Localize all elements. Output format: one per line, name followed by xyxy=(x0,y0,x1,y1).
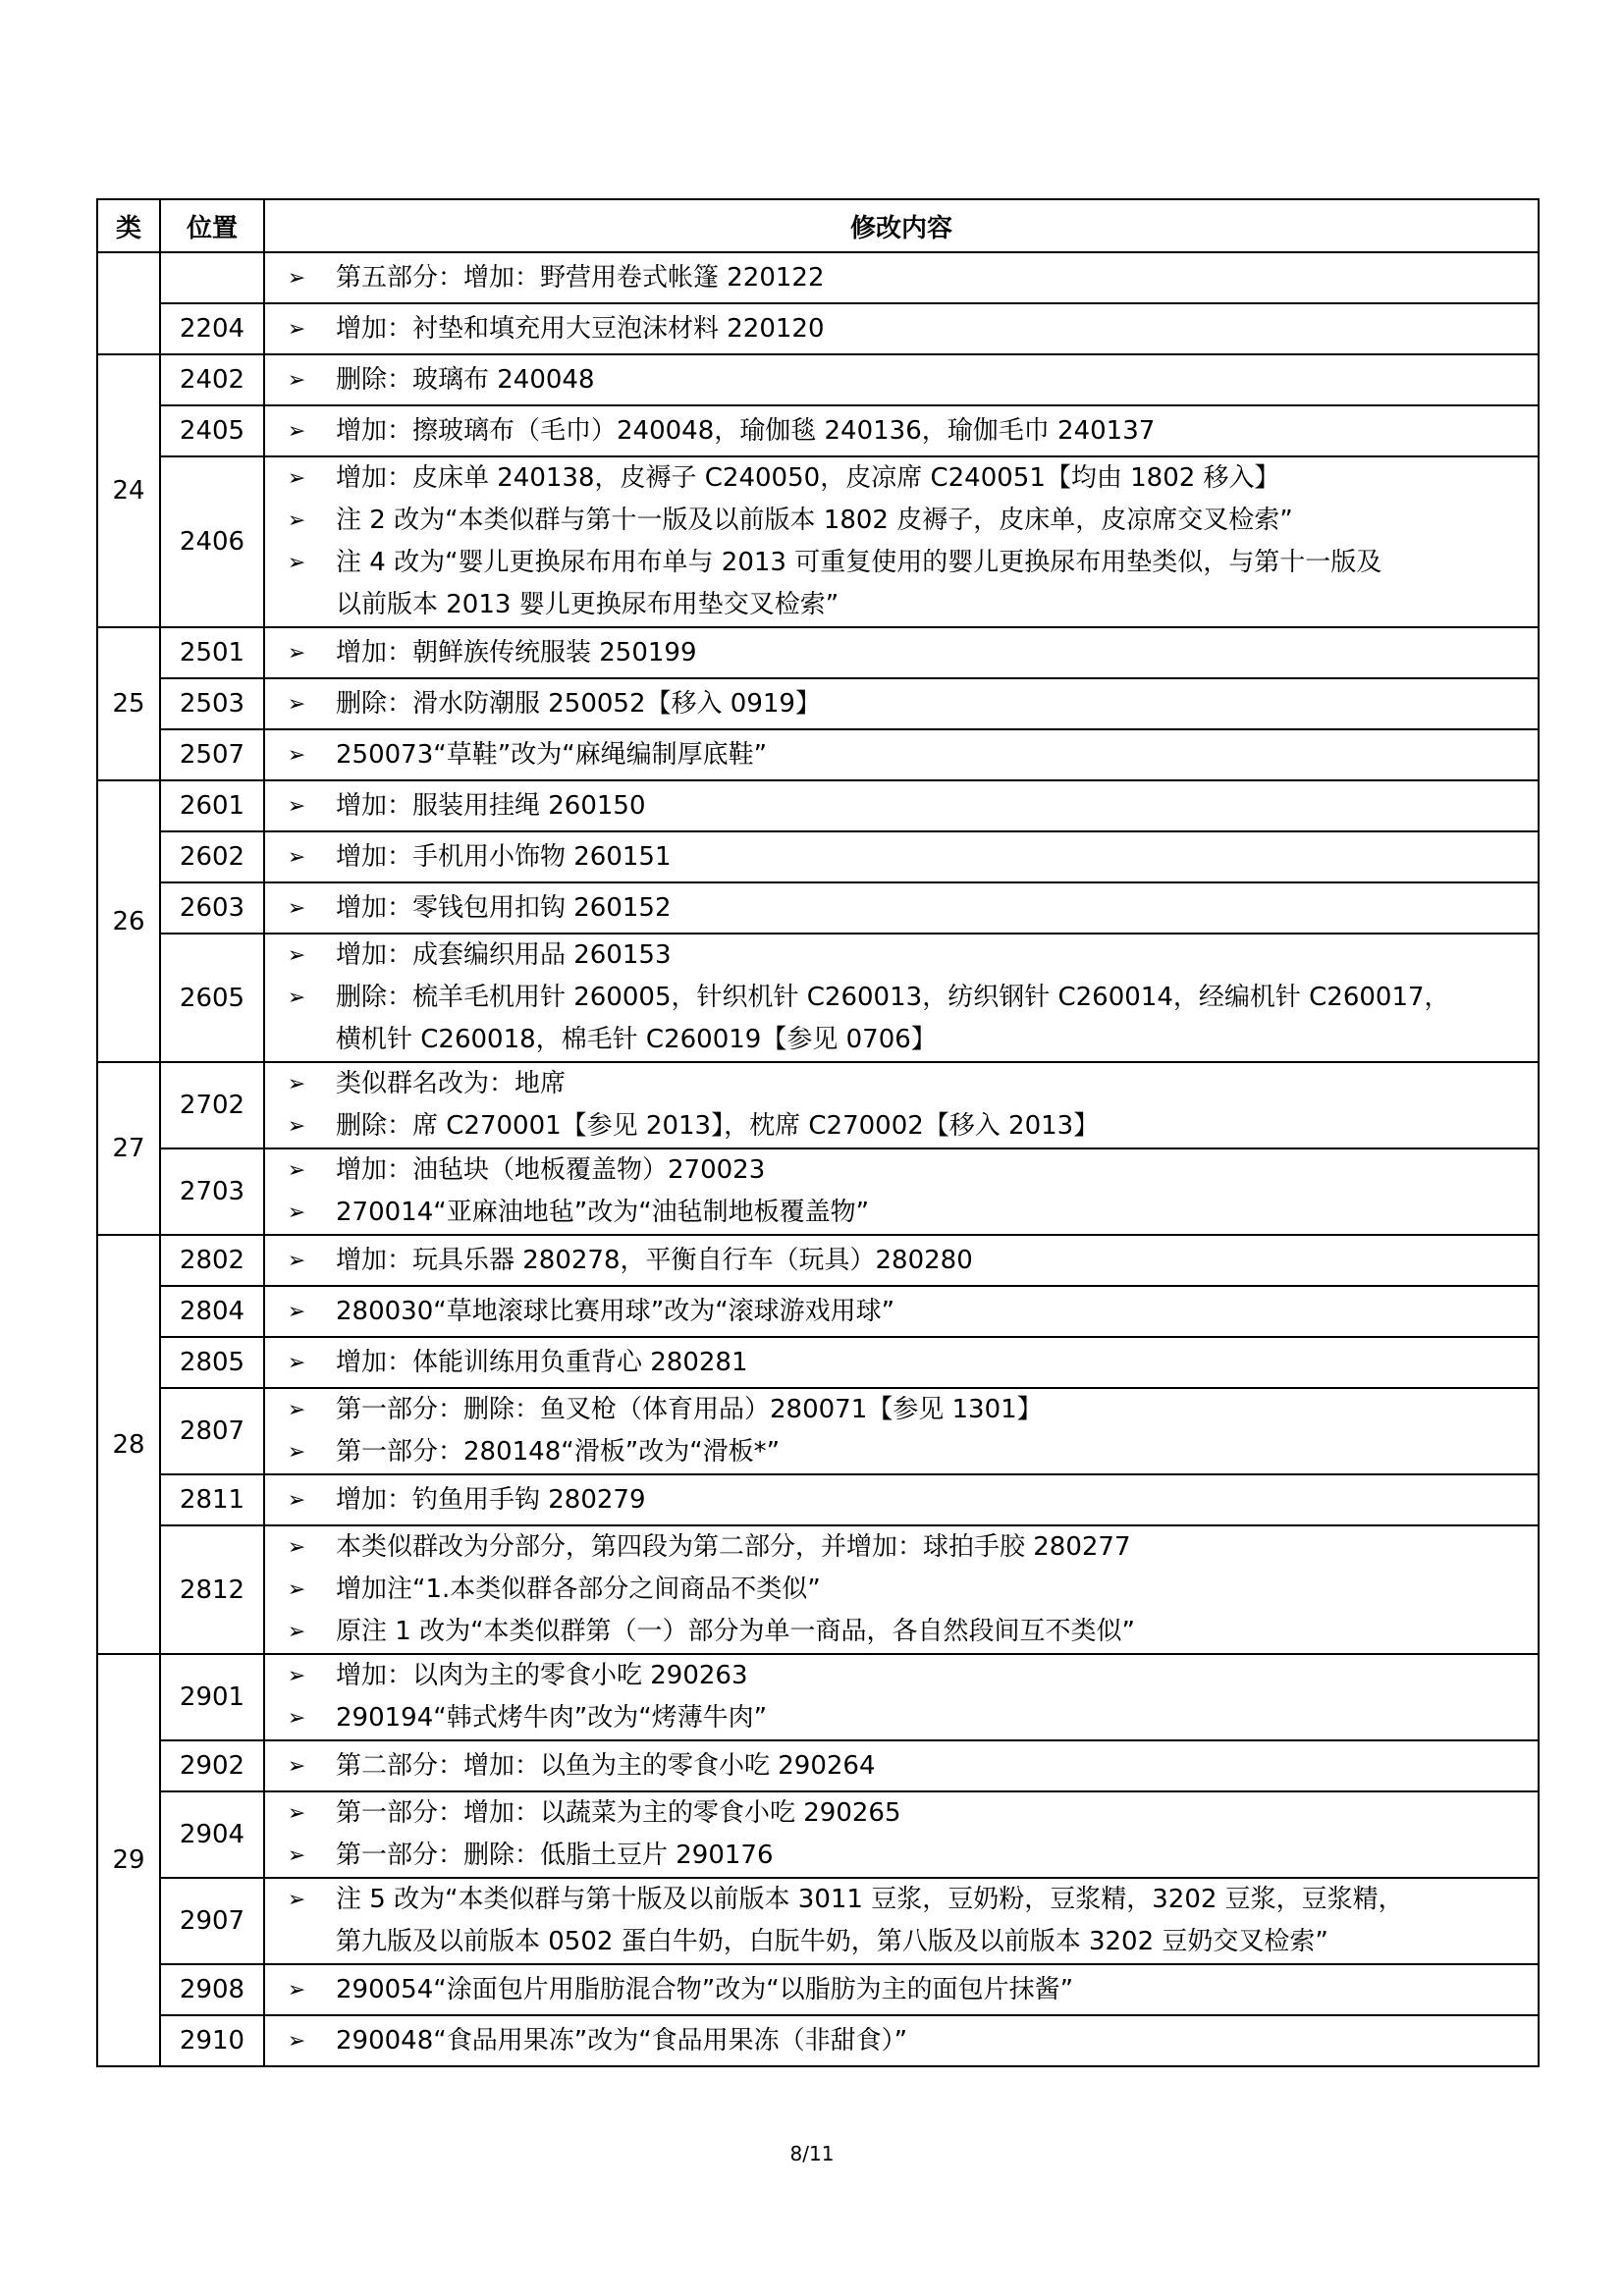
table-row xyxy=(97,934,1539,1062)
change-item xyxy=(265,887,1538,930)
change-item xyxy=(265,1342,1538,1384)
content-cell xyxy=(264,1286,1539,1337)
table-row xyxy=(97,252,1539,303)
arrowhead-bullet-icon: ➢ xyxy=(287,1801,306,1826)
position-cell: 2811 xyxy=(160,1474,264,1525)
change-item xyxy=(265,308,1538,350)
position-cell: 2901 xyxy=(160,1654,264,1740)
content-cell xyxy=(264,1878,1539,1964)
change-item-text: 280030“草地滚球比赛用球”改为“滚球游戏用球” xyxy=(336,1296,895,1326)
change-item-text: 注 2 改为“本类似群与第十一版及以前版本 1802 皮褥子，皮床单，皮凉席交叉检索” xyxy=(336,506,1293,535)
change-item-text: 以前版本 2013 婴儿更换尿布用垫交叉检索” xyxy=(336,590,839,619)
content-cell xyxy=(264,1148,1539,1235)
change-item xyxy=(265,1240,1538,1282)
class-cell: 28 xyxy=(97,1235,160,1654)
content-cell xyxy=(264,934,1539,1062)
position-cell: 2812 xyxy=(160,1525,264,1654)
header-class: 类 xyxy=(97,199,160,252)
change-item-text: 290048“食品用果冻”改为“食品用果冻（非甜食）” xyxy=(336,2025,908,2056)
position-cell xyxy=(160,252,264,303)
change-item xyxy=(265,934,1538,977)
change-item-text: 290054“涂面包片用脂肪混合物”改为“以脂肪为主的面包片抹酱” xyxy=(336,1974,1074,2004)
change-item-text: 290194“韩式烤牛肉”改为“烤薄牛肉” xyxy=(336,1703,768,1733)
table-row xyxy=(97,1286,1539,1337)
arrowhead-bullet-icon: ➢ xyxy=(287,793,306,819)
table-row xyxy=(97,1062,1539,1148)
table-row xyxy=(97,405,1539,456)
arrowhead-bullet-icon: ➢ xyxy=(287,1706,306,1731)
change-item-text: 第一部分：增加：以蔬菜为主的零食小吃 290265 xyxy=(336,1798,901,1828)
position-cell: 2204 xyxy=(160,303,264,354)
change-item-text: 第一部分：删除：鱼叉枪（体育用品）280071【参见 1301】 xyxy=(336,1395,1043,1424)
header-position: 位置 xyxy=(160,199,264,252)
change-item-text: 增加注“1.本类似群各部分之间商品不类似” xyxy=(336,1575,821,1604)
change-item-text: 删除：滑水防潮服 250052【移入 0919】 xyxy=(336,688,821,719)
content-cell xyxy=(264,1388,1539,1474)
position-cell: 2507 xyxy=(160,729,264,780)
arrowhead-bullet-icon: ➢ xyxy=(287,640,306,666)
change-item-text: 增加：擦玻璃布（毛巾）240048，瑜伽毯 240136，瑜伽毛巾 240137 xyxy=(336,415,1156,446)
table-row xyxy=(97,882,1539,934)
change-item-text: 增加：朝鲜族传统服装 250199 xyxy=(336,637,697,667)
change-item-text: 增加：体能训练用负重背心 280281 xyxy=(336,1347,748,1377)
class-cell xyxy=(97,252,160,354)
change-item-text: 第一部分：删除：低脂土豆片 290176 xyxy=(336,1841,774,1870)
change-item xyxy=(265,2020,1538,2062)
table-row xyxy=(97,1964,1539,2015)
change-item-text: 增加：衬垫和填充用大豆泡沫材料 220120 xyxy=(336,313,825,344)
change-item xyxy=(265,632,1538,674)
class-cell: 24 xyxy=(97,354,160,627)
position-cell: 2908 xyxy=(160,1964,264,2015)
arrowhead-bullet-icon: ➢ xyxy=(287,2028,306,2054)
table-row xyxy=(97,1388,1539,1474)
content-cell xyxy=(264,780,1539,831)
change-item xyxy=(265,1835,1538,1877)
content-cell xyxy=(264,303,1539,354)
arrowhead-bullet-icon: ➢ xyxy=(287,1487,306,1513)
change-item xyxy=(265,1192,1538,1234)
position-cell: 2503 xyxy=(160,678,264,729)
change-item xyxy=(265,457,1538,500)
content-cell xyxy=(264,1525,1539,1654)
change-item xyxy=(265,785,1538,828)
change-item-text: 第五部分：增加：野营用卷式帐篷 220122 xyxy=(336,262,825,293)
change-item xyxy=(265,257,1538,299)
content-cell xyxy=(264,405,1539,456)
arrowhead-bullet-icon: ➢ xyxy=(287,742,306,768)
table-row xyxy=(97,1235,1539,1286)
header-row xyxy=(97,199,1539,252)
content-cell xyxy=(264,1062,1539,1148)
change-item xyxy=(265,1569,1538,1611)
position-cell: 2904 xyxy=(160,1791,264,1878)
arrowhead-bullet-icon: ➢ xyxy=(287,844,306,870)
change-item-text: 增加：成套编织用品 260153 xyxy=(336,940,672,970)
change-item-text: 增加：零钱包用扣钩 260152 xyxy=(336,892,672,923)
content-cell xyxy=(264,678,1539,729)
position-cell: 2907 xyxy=(160,1878,264,1964)
arrowhead-bullet-icon: ➢ xyxy=(287,986,306,1010)
arrowhead-bullet-icon: ➢ xyxy=(287,1535,306,1560)
change-item xyxy=(265,359,1538,401)
change-item-text: 删除：玻璃布 240048 xyxy=(336,364,595,395)
change-item xyxy=(265,977,1538,1019)
change-item xyxy=(265,1479,1538,1522)
content-cell xyxy=(264,252,1539,303)
change-item-text: 增加：皮床单 240138，皮褥子 C240050，皮凉席 C240051【均由 1802 移入】 xyxy=(336,463,1280,493)
change-item-text: 250073“草鞋”改为“麻绳编制厚底鞋” xyxy=(336,739,768,770)
arrowhead-bullet-icon: ➢ xyxy=(287,895,306,921)
change-item xyxy=(265,500,1538,542)
arrowhead-bullet-icon: ➢ xyxy=(287,551,306,575)
arrowhead-bullet-icon: ➢ xyxy=(287,1248,306,1273)
table-row xyxy=(97,1474,1539,1525)
table-row xyxy=(97,354,1539,405)
content-cell xyxy=(264,729,1539,780)
arrowhead-bullet-icon: ➢ xyxy=(287,1977,306,2002)
arrowhead-bullet-icon: ➢ xyxy=(287,1440,306,1465)
table-row xyxy=(97,1337,1539,1388)
table-row xyxy=(97,2015,1539,2066)
position-cell: 2605 xyxy=(160,934,264,1062)
table-row xyxy=(97,729,1539,780)
position-cell: 2402 xyxy=(160,354,264,405)
change-item xyxy=(265,1655,1538,1697)
content-cell xyxy=(264,2015,1539,2066)
arrowhead-bullet-icon: ➢ xyxy=(287,1620,306,1644)
position-cell: 2602 xyxy=(160,831,264,882)
change-item xyxy=(265,410,1538,453)
arrowhead-bullet-icon: ➢ xyxy=(287,1577,306,1602)
class-cell: 29 xyxy=(97,1654,160,2066)
change-item xyxy=(265,1063,1538,1105)
position-cell: 2902 xyxy=(160,1740,264,1791)
change-item-text: 增加：钓鱼用手钩 280279 xyxy=(336,1484,646,1515)
arrowhead-bullet-icon: ➢ xyxy=(287,1398,306,1422)
change-item xyxy=(265,836,1538,879)
arrowhead-bullet-icon: ➢ xyxy=(287,1664,306,1688)
change-item-text: 第一部分：280148“滑板”改为“滑板*” xyxy=(336,1437,781,1467)
arrowhead-bullet-icon: ➢ xyxy=(287,418,306,444)
class-cell: 26 xyxy=(97,780,160,1062)
change-item-text: 注 4 改为“婴儿更换尿布用布单与 2013 可重复使用的婴儿更换尿布用垫类似，与第十一版及 xyxy=(336,548,1382,577)
content-cell xyxy=(264,1964,1539,2015)
content-cell xyxy=(264,831,1539,882)
change-item xyxy=(265,1526,1538,1569)
change-item-text: 删除：梳羊毛机用针 260005，针织机针 C260013，纺织钢针 C260014，经编机针 C260017， xyxy=(336,983,1450,1012)
change-item xyxy=(265,1389,1538,1431)
change-item-text: 原注 1 改为“本类似群第（一）部分为单一商品，各自然段间互不类似” xyxy=(336,1617,1136,1646)
position-cell: 2603 xyxy=(160,882,264,934)
change-item-text: 本类似群改为分部分，第四段为第二部分，并增加：球拍手胶 280277 xyxy=(336,1532,1131,1562)
content-cell xyxy=(264,1654,1539,1740)
table-row xyxy=(97,1525,1539,1654)
table-row xyxy=(97,1148,1539,1235)
table-row xyxy=(97,627,1539,678)
content-cell xyxy=(264,1474,1539,1525)
arrowhead-bullet-icon: ➢ xyxy=(287,1158,306,1183)
table-row xyxy=(97,1791,1539,1878)
content-cell xyxy=(264,1740,1539,1791)
change-item xyxy=(265,542,1538,584)
change-item xyxy=(265,1431,1538,1473)
change-item-text: 增加：手机用小饰物 260151 xyxy=(336,841,672,872)
changes-table xyxy=(96,198,1540,2067)
position-cell: 2601 xyxy=(160,780,264,831)
change-item xyxy=(265,1019,1538,1061)
change-item xyxy=(265,1879,1538,1921)
change-item xyxy=(265,1149,1538,1192)
table-row xyxy=(97,1878,1539,1964)
table-row xyxy=(97,678,1539,729)
change-item xyxy=(265,1291,1538,1333)
change-item-text: 第九版及以前版本 0502 蛋白牛奶，白朊牛奶，第八版及以前版本 3202 豆奶交叉检索” xyxy=(336,1927,1328,1956)
change-item xyxy=(265,584,1538,626)
content-cell xyxy=(264,1791,1539,1878)
change-item xyxy=(265,1745,1538,1788)
table-row xyxy=(97,1654,1539,1740)
position-cell: 2702 xyxy=(160,1062,264,1148)
arrowhead-bullet-icon: ➢ xyxy=(287,316,306,342)
position-cell: 2805 xyxy=(160,1337,264,1388)
position-cell: 2802 xyxy=(160,1235,264,1286)
position-cell: 2910 xyxy=(160,2015,264,2066)
table-row xyxy=(97,303,1539,354)
arrowhead-bullet-icon: ➢ xyxy=(287,1753,306,1779)
table-row xyxy=(97,456,1539,627)
table-row xyxy=(97,780,1539,831)
arrowhead-bullet-icon: ➢ xyxy=(287,265,306,291)
arrowhead-bullet-icon: ➢ xyxy=(287,508,306,533)
table-row xyxy=(97,831,1539,882)
table-body xyxy=(97,252,1539,2066)
position-cell: 2807 xyxy=(160,1388,264,1474)
position-cell: 2405 xyxy=(160,405,264,456)
content-cell xyxy=(264,882,1539,934)
content-cell xyxy=(264,1235,1539,1286)
change-item xyxy=(265,1105,1538,1148)
change-item xyxy=(265,1697,1538,1739)
change-item-text: 类似群名改为：地席 xyxy=(336,1069,567,1098)
change-item-text: 第二部分：增加：以鱼为主的零食小吃 290264 xyxy=(336,1750,876,1781)
change-item xyxy=(265,1611,1538,1653)
change-item xyxy=(265,1969,1538,2011)
content-cell xyxy=(264,456,1539,627)
arrowhead-bullet-icon: ➢ xyxy=(287,367,306,393)
arrowhead-bullet-icon: ➢ xyxy=(287,1888,306,1912)
change-item-text: 增加：玩具乐器 280278，平衡自行车（玩具）280280 xyxy=(336,1245,973,1275)
change-item-text: 增加：以肉为主的零食小吃 290263 xyxy=(336,1661,748,1690)
arrowhead-bullet-icon: ➢ xyxy=(287,1114,306,1139)
position-cell: 2406 xyxy=(160,456,264,627)
position-cell: 2501 xyxy=(160,627,264,678)
change-item-text: 270014“亚麻油地毡”改为“油毡制地板覆盖物” xyxy=(336,1198,870,1227)
arrowhead-bullet-icon: ➢ xyxy=(287,691,306,717)
table-row xyxy=(97,1740,1539,1791)
arrowhead-bullet-icon: ➢ xyxy=(287,1299,306,1324)
change-item xyxy=(265,683,1538,725)
page-number: 8/11 xyxy=(789,2142,835,2165)
change-item xyxy=(265,734,1538,776)
position-cell: 2703 xyxy=(160,1148,264,1235)
class-cell: 27 xyxy=(97,1062,160,1235)
content-cell xyxy=(264,627,1539,678)
content-cell xyxy=(264,354,1539,405)
position-cell: 2804 xyxy=(160,1286,264,1337)
content-cell xyxy=(264,1337,1539,1388)
arrowhead-bullet-icon: ➢ xyxy=(287,466,306,491)
header-content: 修改内容 xyxy=(264,199,1539,252)
change-item-text: 横机针 C260018，棉毛针 C260019【参见 0706】 xyxy=(336,1025,937,1054)
change-item-text: 删除：席 C270001【参见 2013】，枕席 C270002【移入 2013】 xyxy=(336,1111,1100,1141)
arrowhead-bullet-icon: ➢ xyxy=(287,1072,306,1096)
arrowhead-bullet-icon: ➢ xyxy=(287,943,306,968)
arrowhead-bullet-icon: ➢ xyxy=(287,1350,306,1375)
change-item xyxy=(265,1921,1538,1963)
change-item xyxy=(265,1792,1538,1835)
arrowhead-bullet-icon: ➢ xyxy=(287,1843,306,1868)
arrowhead-bullet-icon: ➢ xyxy=(287,1201,306,1225)
change-item-text: 增加：油毡块（地板覆盖物）270023 xyxy=(336,1155,766,1185)
change-item-text: 注 5 改为“本类似群与第十版及以前版本 3011 豆浆，豆奶粉，豆浆精，3202 豆浆，豆浆精， xyxy=(336,1885,1404,1914)
class-cell: 25 xyxy=(97,627,160,780)
change-item-text: 增加：服装用挂绳 260150 xyxy=(336,790,646,821)
